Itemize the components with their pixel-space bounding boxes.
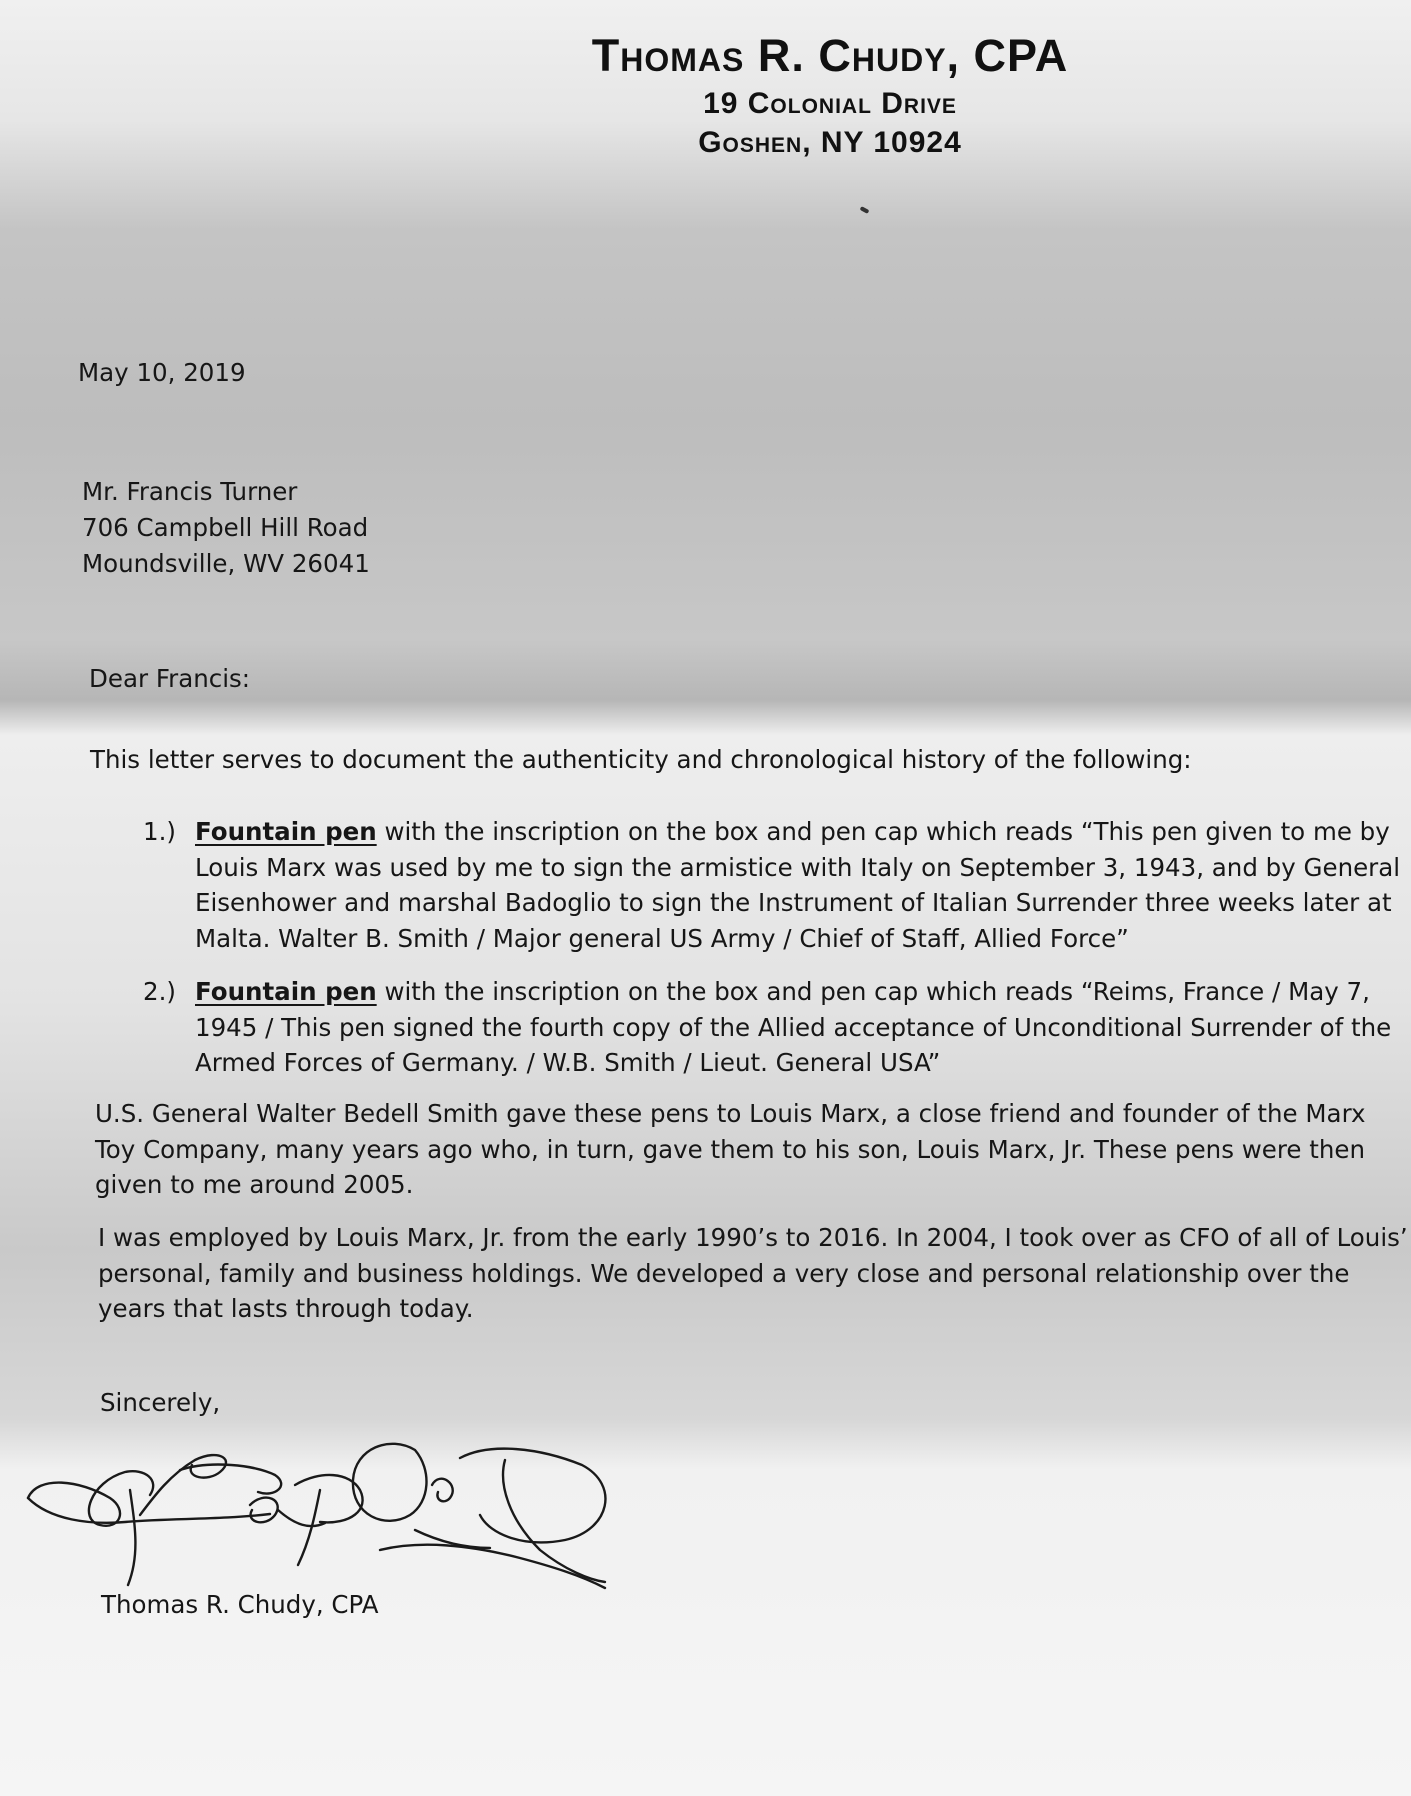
recipient-street: 706 Campbell Hill Road [82, 513, 369, 542]
recipient-address [82, 474, 370, 582]
recipient-city: Moundsville, WV 26041 [82, 549, 370, 578]
list-item-text: with the inscription on the box and pen cap which reads “This pen given to me by [376, 817, 1390, 846]
list-item-number: 1.) [143, 817, 176, 846]
paragraph-line: I was employed by Louis Marx, Jr. from the early 1990’s to 2016. In 2004, I took over as CFO of all of Louis’ [98, 1223, 1408, 1252]
paragraph-line: U.S. General Walter Bedell Smith gave these pens to Louis Marx, a close friend and founder of the Marx [95, 1099, 1366, 1128]
list-item-line: Armed Forces of Germany. / W.B. Smith / Lieut. General USA” [195, 1048, 941, 1077]
paragraph-line: Toy Company, many years ago who, in turn, gave them to his son, Louis Marx, Jr. These pens were then [95, 1134, 1366, 1164]
paragraph-line: years that lasts through today. [98, 1294, 474, 1323]
list-item-body [195, 814, 1400, 956]
paragraph-line: given to me around 2005. [95, 1170, 414, 1199]
closing: Sincerely, [100, 1388, 221, 1417]
list-item-line: Louis Marx was used by me to sign the armistice with Italy on September 3, 1943, and by General [195, 852, 1401, 882]
letterhead-name: Thomas R. Chudy, CPA [591, 30, 1069, 81]
body-paragraph [95, 1096, 1365, 1203]
list-item-line: Eisenhower and marshal Badoglio to sign the Instrument of Italian Surrender three weeks later at [195, 888, 1392, 917]
list-item-line: Malta. Walter B. Smith / Major general US Army / Chief of Staff, Allied Force” [195, 923, 1129, 953]
salutation: Dear Francis: [89, 664, 251, 693]
list-item-number: 2.) [143, 977, 176, 1006]
list-item-line: 1945 / This pen signed the fourth copy of the Allied acceptance of Unconditional Surrender of the [195, 1012, 1392, 1042]
list-item-line [195, 974, 1391, 1010]
body-paragraph [98, 1220, 1408, 1327]
paragraph-line: personal, family and business holdings. We developed a very close and personal relationship over the [98, 1258, 1350, 1288]
list-item-text: with the inscription on the box and pen cap which reads “Reims, France / May 7, [376, 977, 1370, 1006]
recipient-name: Mr. Francis Turner [82, 477, 298, 506]
letterhead-city: Goshen, NY 10924 [698, 126, 962, 159]
signatory-name: Thomas R. Chudy, CPA [101, 1590, 379, 1619]
handwritten-signature [20, 1430, 610, 1610]
list-item-line [195, 814, 1400, 850]
paper-speck [860, 206, 870, 214]
letter-date: May 10, 2019 [78, 358, 246, 387]
letterhead [400, 28, 1260, 162]
list-item-title: Fountain pen [195, 977, 377, 1006]
letterhead-street: 19 Colonial Drive [703, 87, 957, 120]
list-item-body [195, 974, 1391, 1081]
list-item-title: Fountain pen [195, 817, 377, 846]
intro-paragraph: This letter serves to document the authenticity and chronological history of the following: [90, 745, 1192, 774]
